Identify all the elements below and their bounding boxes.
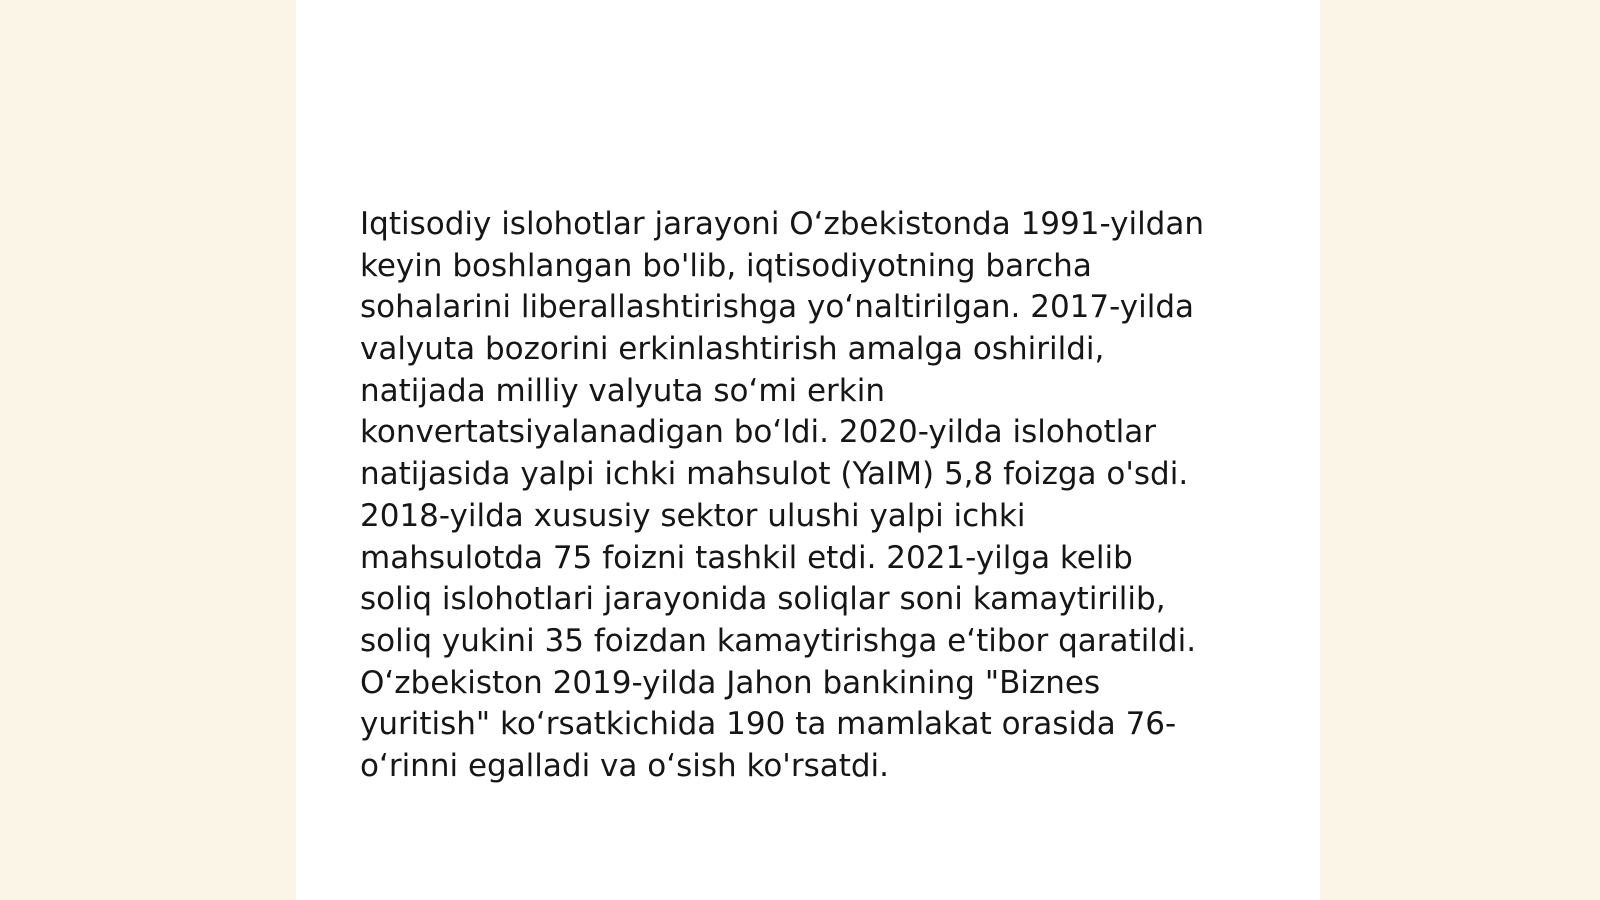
paragraph-line: soliq yukini 35 foizdan kamaytirishga e‘tibor qaratildi.	[360, 622, 1197, 659]
paragraph-line: o‘rinni egalladi va o‘sish ko'rsatdi.	[360, 747, 890, 784]
document-page	[296, 0, 1320, 900]
paragraph-line: soliq islohotlari jarayonida soliqlar soni kamaytirilib,	[360, 581, 1166, 618]
paragraph-line: natijasida yalpi ichki mahsulot (YaIM) 5,8 foizga o'sdi.	[360, 456, 1189, 493]
paragraph-line: mahsulotda 75 foizni tashkil etdi. 2021-yilga kelib	[360, 539, 1133, 576]
paragraph-line: sohalarini liberallashtirishga yo‘naltirilgan. 2017-yilda	[360, 289, 1195, 326]
paragraph-line: valyuta bozorini erkinlashtirish amalga oshirildi,	[360, 331, 1105, 368]
paragraph-line: natijada milliy valyuta so‘mi erkin	[360, 372, 886, 409]
paragraph-line: O‘zbekiston 2019-yilda Jahon bankining "Biznes	[360, 664, 1101, 701]
paragraph-line: keyin boshlangan bo'lib, iqtisodiyotning barcha	[360, 247, 1092, 284]
paragraph-line: konvertatsiyalanadigan bo‘ldi. 2020-yilda islohotlar	[360, 414, 1156, 451]
paragraph-line: Iqtisodiy islohotlar jarayoni O‘zbekistonda 1991-yildan	[360, 206, 1205, 242]
paragraph-line: yuritish" ko‘rsatkichida 190 ta mamlakat orasida 76-	[360, 706, 1177, 743]
paragraph-line: 2018-yilda xususiy sektor ulushi yalpi ichki	[360, 497, 1026, 534]
body-paragraph	[360, 204, 1260, 788]
